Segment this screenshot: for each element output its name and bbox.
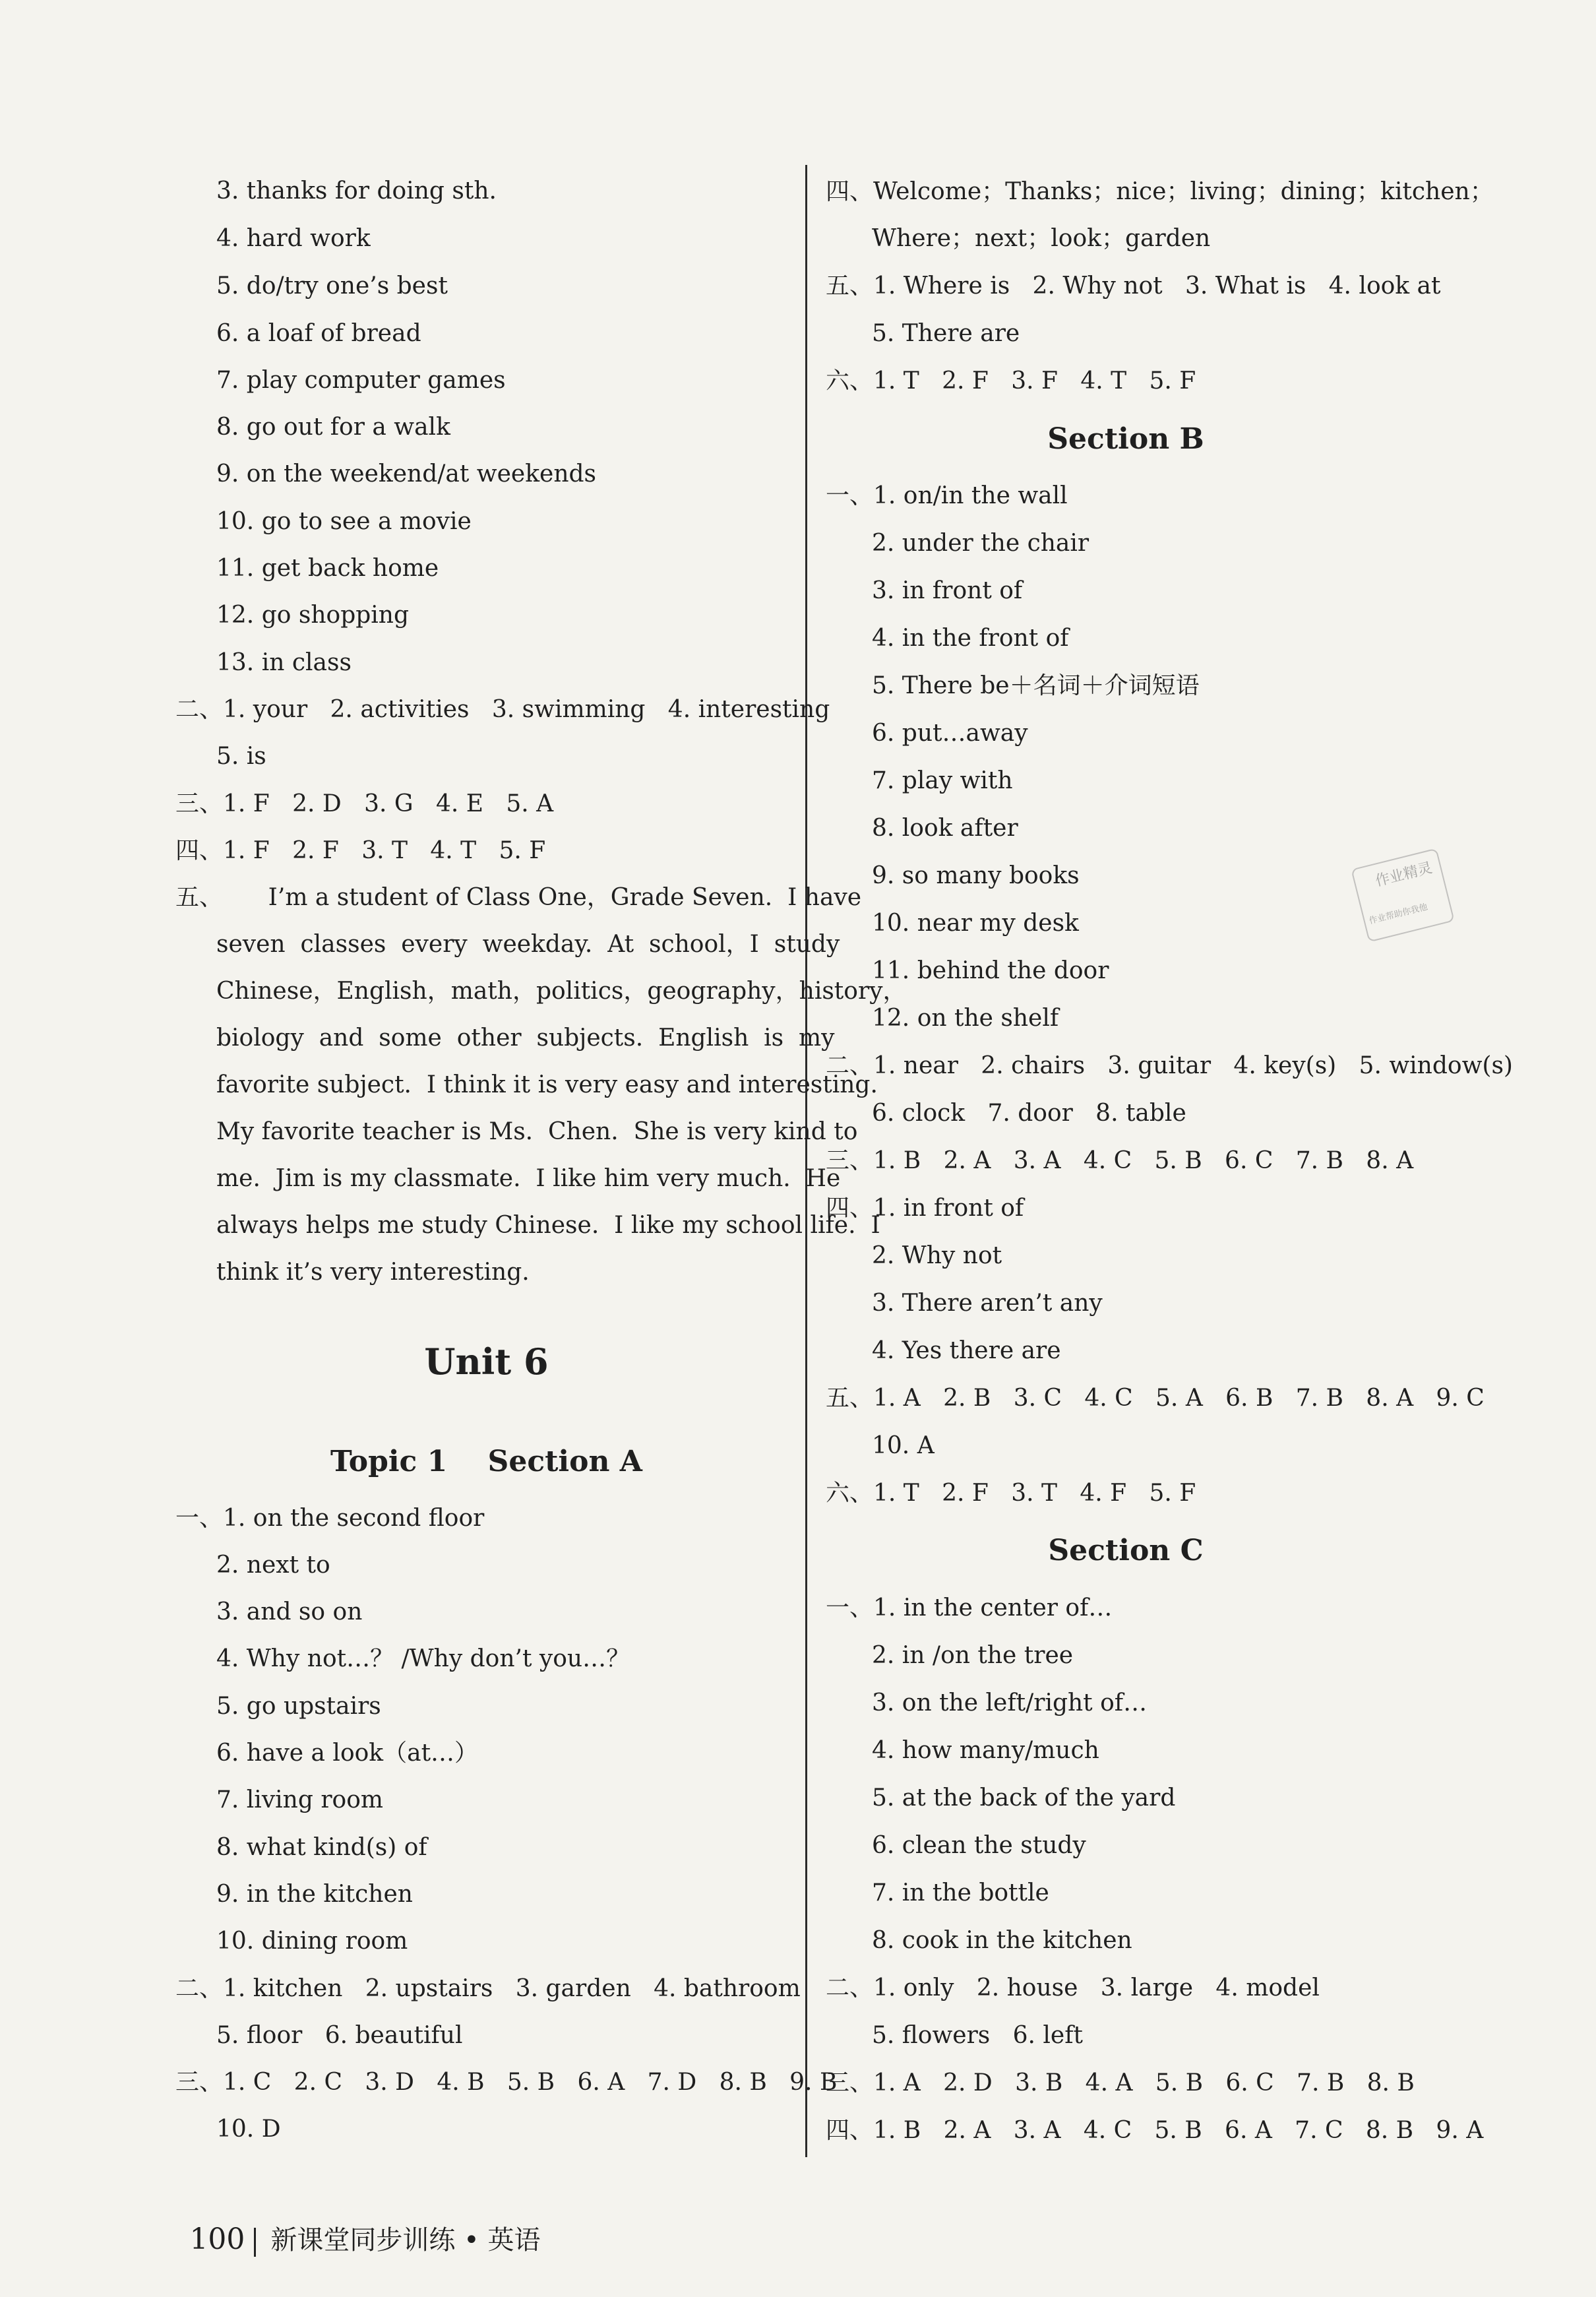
answer-line: 3. thanks for doing sth. [216,177,497,205]
page-number: 100 [189,2222,245,2256]
answer-line: 三、1. B 2. A 3. A 4. C 5. B 6. C 7. B 8. A [826,1147,1414,1174]
page-footer [173,2189,540,2257]
answer-line: 5. flowers 6. left [872,2022,1084,2049]
answer-line: 5. go upstairs [216,1693,381,1720]
answer-line: 10. go to see a movie [216,508,472,535]
answer-line: 6. a loaf of bread [216,320,421,347]
answer-line: 5. at the back of the yard [872,1784,1176,1811]
footer-separator [254,2228,256,2257]
answer-line: 一、1. in the center of… [826,1594,1113,1621]
answer-line: 5. There be＋名词＋介词短语 [872,672,1200,699]
answer-line: 11. get back home [216,555,439,582]
answer-line: 7. play computer games [216,367,506,394]
answer-line: 4. Yes there are [872,1337,1061,1364]
essay-line: Chinese，English，math，politics，geography，history， [216,978,907,1005]
answer-line: 9. so many books [872,862,1080,889]
answer-line: 六、1. T 2. F 3. F 4. T 5. F [826,367,1196,394]
answer-line: 4. in the front of [872,625,1069,652]
answer-line: 五、1. A 2. B 3. C 4. C 5. A 6. B 7. B 8. A 9. C [826,1385,1485,1412]
answer-line: 8. what kind(s) of [216,1834,427,1861]
answer-line: 四、1. B 2. A 3. A 4. C 5. B 6. A 7. C 8. B 9. A [826,2117,1484,2144]
section-heading: Section B [1047,422,1204,456]
answer-line: 10. D [216,2116,281,2143]
answer-line: 12. go shopping [216,602,410,629]
answer-line: 9. on the weekend/at weekends [216,460,597,488]
answer-line: 8. look after [872,815,1018,842]
answer-line: 二、1. kitchen 2. upstairs 3. garden 4. bathroom [175,1975,801,2002]
answer-line: 2. next to [216,1552,330,1579]
answer-line: 6. have a look（at…） [216,1740,479,1767]
essay-line: favorite subject. I think it is very easy and interesting. [216,1071,878,1098]
answer-line: 3. on the left/right of… [872,1689,1148,1716]
essay-line: My favorite teacher is Ms. Chen. She is very kind to [216,1118,858,1145]
answer-line: 四、1. in front of [826,1195,1024,1222]
answer-line: 2. under the chair [872,530,1090,557]
answer-line: 三、1. C 2. C 3. D 4. B 5. B 6. A 7. D 8. B 9. B [175,2069,838,2096]
answer-line: 一、1. on the second floor [175,1505,485,1532]
answer-line: 5. do/try one’s best [216,272,448,299]
column-divider [805,165,807,2157]
answer-line: 五、1. Where is 2. Why not 3. What is 4. look at [826,272,1441,299]
answer-line: Where；next；look；garden [872,225,1211,252]
answer-line: 2. in /on the tree [872,1642,1074,1669]
answer-line: 8. cook in the kitchen [872,1927,1132,1954]
answer-line: 12. on the shelf [872,1005,1059,1032]
answer-line: 6. clock 7. door 8. table [872,1100,1186,1127]
answer-line: 6. clean the study [872,1832,1086,1859]
answer-line: 4. hard work [216,225,371,252]
section-heading: Topic 1 Section A [330,1445,642,1478]
answer-line: 3. in front of [872,577,1023,604]
answer-line: 4. Why not…？ /Why don’t you…？ [216,1645,630,1672]
answer-line: 5. There are [872,320,1020,347]
answer-line: 9. in the kitchen [216,1881,413,1908]
answer-line: 四、Welcome；Thanks；nice；living；dining；kitchen； [826,178,1494,205]
answer-line: 10. dining room [216,1928,408,1955]
answer-line: 二、1. only 2. house 3. large 4. model [826,1974,1320,2001]
answer-line: 2. Why not [872,1242,1002,1269]
answer-line: 13. in class [216,649,352,676]
answer-line: 7. living room [216,1786,384,1813]
answer-line: 四、1. F 2. F 3. T 4. T 5. F [175,837,546,864]
answer-line: 5. floor 6. beautiful [216,2022,463,2049]
answer-line: 10. A [872,1432,935,1459]
answer-line: 三、1. A 2. D 3. B 4. A 5. B 6. C 7. B 8. B [826,2069,1415,2096]
answer-line: 3. and so on [216,1598,363,1625]
section-heading: Section C [1048,1534,1204,1567]
answer-line: 6. put…away [872,720,1028,747]
answer-line: 4. how many/much [872,1737,1099,1764]
answer-line: 8. go out for a walk [216,414,450,441]
essay-line: 五、 I’m a student of Class One，Grade Seven. I have [175,884,862,911]
unit-heading: Unit 6 [424,1340,549,1383]
answer-line: 10. near my desk [872,910,1079,937]
essay-line: seven classes every weekday. At school，I study [216,931,840,958]
answer-line: 3. There aren’t any [872,1290,1103,1317]
answer-line: 二、1. near 2. chairs 3. guitar 4. key(s) 5. window(s) [826,1052,1513,1079]
watermark-stamp [1351,848,1455,942]
stamp-text: 作业精灵 [1373,860,1434,890]
answer-line: 三、1. F 2. D 3. G 4. E 5. A [175,790,554,817]
essay-line: biology and some other subjects. English is my [216,1024,835,1052]
stamp-subtext: 作业帮助你我他 [1368,902,1429,927]
answer-line: 二、1. your 2. activities 3. swimming 4. interesting [175,696,830,723]
answer-line: 5. is [216,743,266,770]
answer-line: 7. in the bottle [872,1879,1049,1906]
answer-line: 一、1. on/in the wall [826,482,1068,509]
essay-line: always helps me study Chinese. I like my school life. I [216,1212,880,1239]
essay-line: me. Jim is my classmate. I like him very much. He [216,1165,841,1192]
answer-line: 7. play with [872,767,1013,794]
book-title: 新课堂同步训练 • 英语 [270,2225,541,2255]
answer-line: 11. behind the door [872,957,1109,984]
essay-line: think it’s very interesting. [216,1259,530,1286]
answer-line: 六、1. T 2. F 3. T 4. F 5. F [826,1480,1196,1507]
